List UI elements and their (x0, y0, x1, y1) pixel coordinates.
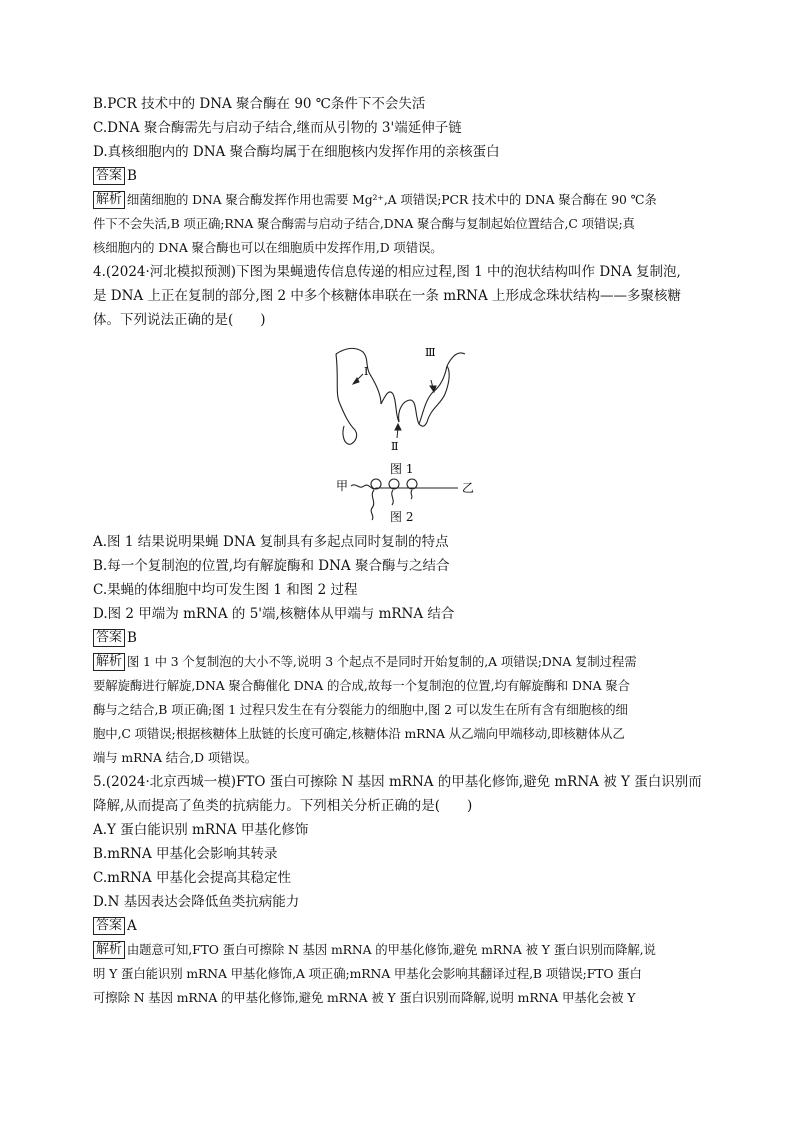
q4-explanation-line-4: 胞中,C 项错误;根据核糖体上肽链的长度可确定,核糖体沿 mRNA 从乙端向甲端移动,即核糖体从乙 (93, 726, 625, 741)
q4-explanation-line-5: 端与 mRNA 结合,D 项错误。 (93, 750, 257, 765)
q3-explanation-line-2: 件下不会失活,B 项正确;RNA 聚合酶需与启动子结合,DNA 聚合酶与复制起始位置结合,C 项错误;真 (93, 216, 635, 231)
figure-2-label-jia: 甲 (336, 479, 349, 493)
q4-option-c: C.果蝇的体细胞中均可发生图 1 和图 2 过程 (93, 582, 358, 598)
q4-stem-line-1: 4.(2024·河北模拟预测)下图为果蝇遗传信息传递的相应过程,图 1 中的泡状结构叫作 DNA 复制泡, (93, 264, 681, 280)
figure-2-label-yi: 乙 (462, 481, 475, 495)
explanation-label: 解析 (93, 653, 125, 671)
q5-explanation-line-2: 明 Y 蛋白能识别 mRNA 甲基化修饰,A 项正确;mRNA 甲基化会影响其翻译过程,B 项错误;FTO 蛋白 (93, 966, 642, 981)
figure-1-label-i: Ⅰ (364, 365, 369, 378)
answer-value: B (127, 168, 137, 184)
q5-answer (93, 914, 705, 938)
q3-option-d: D.真核细胞内的 DNA 聚合酶均属于在细胞核内发挥作用的亲核蛋白 (93, 144, 500, 160)
q5-stem-line-2: 降解,从而提高了鱼类的抗病能力。下列相关分析正确的是( ) (93, 798, 473, 814)
answer-value: A (127, 918, 137, 934)
answer-label: 答案 (93, 167, 125, 185)
q4-figures (93, 332, 705, 522)
q5-explanation-line-1: 解析 由题意可知,FTO 蛋白可擦除 N 基因 mRNA 的甲基化修饰,避免 mRNA 被 Y 蛋白识别而降解,说 (93, 938, 705, 962)
q4-stem-line-3: 体。下列说法正确的是( ) (93, 312, 266, 328)
explanation-label: 解析 (93, 191, 125, 209)
q5-stem-line-1: 5.(2024·北京西城一模)FTO 蛋白可擦除 N 基因 mRNA 的甲基化修饰,避免 mRNA 被 Y 蛋白识别而 (93, 774, 702, 790)
q4-explanation-line-1: 解析 图 1 中 3 个复制泡的大小不等,说明 3 个起点不是同时开始复制的,A 项错误;DNA 复制过程需 (93, 650, 705, 674)
figure-drawing (93, 332, 705, 522)
q3-answer (93, 164, 705, 188)
q5-explanation-line-3: 可擦除 N 基因 mRNA 的甲基化修饰,避免 mRNA 被 Y 蛋白识别而降解,说明 mRNA 甲基化会被 Y (93, 990, 636, 1005)
explanation-label: 解析 (93, 941, 125, 959)
figure-2-caption: 图 2 (390, 510, 414, 524)
q4-option-b: B.每一个复制泡的位置,均有解旋酶和 DNA 聚合酶与之结合 (93, 558, 450, 574)
q4-explanation-line-3: 酶与之结合,B 项正确;图 1 过程只发生在有分裂能力的细胞中,图 2 可以发生在所有含有细胞核的细 (93, 702, 628, 717)
q3-explanation-line-1: 解析 细菌细胞的 DNA 聚合酶发挥作用也需要 Mg²⁺,A 项错误;PCR 技术中的 DNA 聚合酶在 90 ℃条 (93, 188, 705, 212)
q4-option-a: A.图 1 结果说明果蝇 DNA 复制具有多起点同时复制的特点 (93, 534, 449, 550)
q5-option-c: C.mRNA 甲基化会提高其稳定性 (93, 870, 291, 886)
figure-1-label-iii: Ⅲ (425, 346, 436, 359)
q5-option-b: B.mRNA 甲基化会影响其转录 (93, 846, 278, 862)
q4-answer (93, 626, 705, 650)
q5-option-a: A.Y 蛋白能识别 mRNA 甲基化修饰 (93, 822, 309, 838)
q4-stem-line-2: 是 DNA 上正在复制的部分,图 2 中多个核糖体串联在一条 mRNA 上形成念珠状结构——多聚核糖 (93, 288, 682, 304)
q3-explanation-line-3: 核细胞内的 DNA 聚合酶也可以在细胞质中发挥作用,D 项错误。 (93, 240, 443, 255)
q3-option-b: B.PCR 技术中的 DNA 聚合酶在 90 ℃条件下不会失活 (93, 96, 426, 112)
page-content (93, 92, 705, 1010)
answer-label: 答案 (93, 629, 125, 647)
figure-1-caption: 图 1 (390, 462, 414, 476)
figure-1-arrows (353, 374, 436, 438)
q4-explanation-line-2: 要解旋酶进行解旋,DNA 聚合酶催化 DNA 的合成,故每一个复制泡的位置,均有解旋酶和 DNA 聚合 (93, 678, 630, 693)
answer-label: 答案 (93, 917, 125, 935)
q3-option-c: C.DNA 聚合酶需先与启动子结合,继而从引物的 3'端延伸子链 (93, 120, 462, 136)
q4-option-d: D.图 2 甲端为 mRNA 的 5'端,核糖体从甲端与 mRNA 结合 (93, 606, 455, 622)
answer-value: B (127, 630, 137, 646)
q5-option-d: D.N 基因表达会降低鱼类抗病能力 (93, 894, 300, 910)
figure-1-label-ii: Ⅱ (391, 440, 399, 453)
